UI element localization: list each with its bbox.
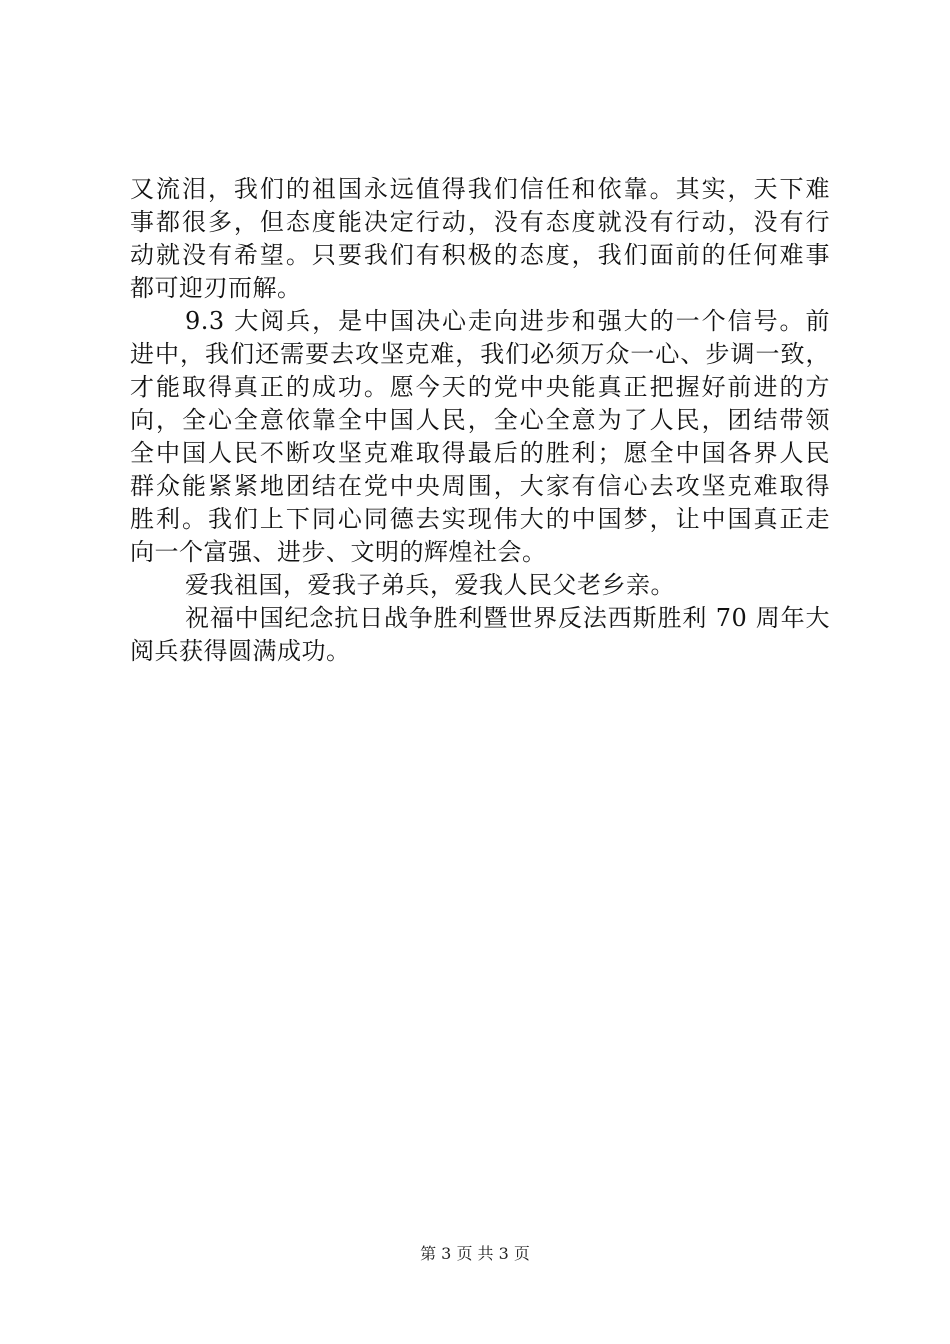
page-number-label: 第 3 页 共 3 页 <box>420 1244 530 1263</box>
text-line: 阅兵获得圆满成功。 <box>130 637 351 665</box>
text-line: 向，全心全意依靠全中国人民，全心全意为了人民，团结带领 <box>130 406 830 434</box>
text-line: 向一个富强、进步、文明的辉煌社会。 <box>130 538 547 566</box>
text-line: 9.3 大阅兵，是中国决心走向进步和强大的一个信号。前 <box>185 307 830 335</box>
text-line: 胜利。我们上下同心同德去实现伟大的中国梦，让中国真正走 <box>130 505 830 533</box>
page-footer <box>0 1243 950 1265</box>
text-line: 进中，我们还需要去攻坚克难，我们必须万众一心、步调一致， <box>130 340 830 368</box>
text-line: 都可迎刃而解。 <box>130 274 302 302</box>
paragraph <box>130 569 830 602</box>
text-line: 爱我祖国，爱我子弟兵，爱我人民父老乡亲。 <box>185 571 675 599</box>
text-line: 祝福中国纪念抗日战争胜利暨世界反法西斯胜利 70 周年大 <box>185 604 830 632</box>
text-line: 又流泪，我们的祖国永远值得我们信任和依靠。其实，天下难 <box>130 175 830 203</box>
text-line: 才能取得真正的成功。愿今天的党中央能真正把握好前进的方 <box>130 373 830 401</box>
paragraph <box>130 602 830 668</box>
paragraph <box>130 305 830 569</box>
paragraph <box>130 173 830 305</box>
text-line: 事都很多，但态度能决定行动，没有态度就没有行动，没有行 <box>130 208 830 236</box>
document-body <box>130 173 830 668</box>
text-line: 全中国人民不断攻坚克难取得最后的胜利；愿全中国各界人民 <box>130 439 830 467</box>
text-line: 动就没有希望。只要我们有积极的态度，我们面前的任何难事 <box>130 241 830 269</box>
text-line: 群众能紧紧地团结在党中央周围，大家有信心去攻坚克难取得 <box>130 472 830 500</box>
